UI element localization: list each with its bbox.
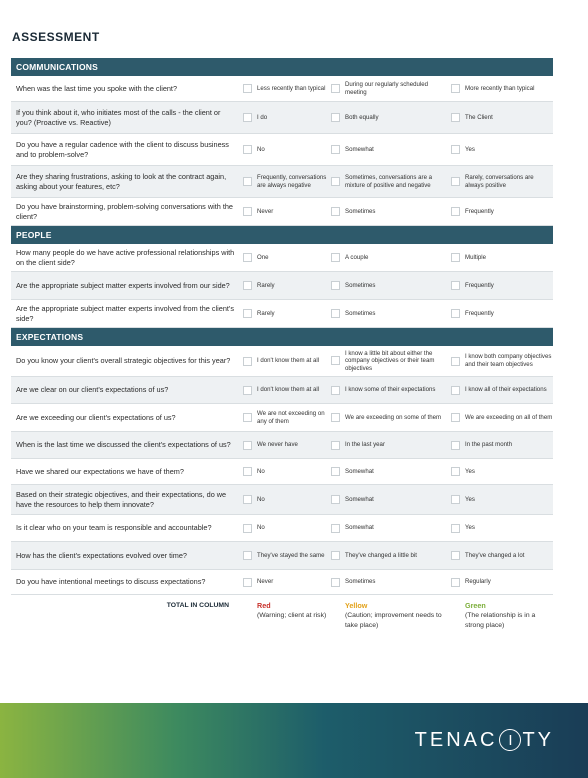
answer-checkbox[interactable] bbox=[243, 578, 252, 587]
section-header-communications: COMMUNICATIONS bbox=[11, 58, 553, 76]
question-row bbox=[11, 244, 553, 272]
answer-label: Sometimes, conversations are a mixture of positive and negative bbox=[345, 173, 433, 189]
answer-checkbox[interactable] bbox=[331, 84, 340, 93]
question-row bbox=[11, 515, 553, 542]
answer-label: We are exceeding on all of them bbox=[465, 413, 553, 421]
answer-label: We are exceeding on some of them bbox=[345, 413, 442, 421]
answer-checkbox[interactable] bbox=[331, 441, 340, 450]
answer-label: Yes bbox=[465, 524, 475, 532]
question-text: If you think about it, who initiates most of the calls - the client or you? (Proactive vs. Reactive) bbox=[16, 108, 221, 127]
answer-label: We never have bbox=[257, 441, 298, 449]
answer-label: Sometimes bbox=[345, 309, 376, 317]
answer-checkbox[interactable] bbox=[451, 84, 460, 93]
legend-red-head: Red bbox=[257, 601, 271, 610]
question-row bbox=[11, 76, 553, 102]
question-row bbox=[11, 272, 553, 300]
answer-label: I don't know them at all bbox=[257, 357, 320, 365]
legend-yellow-body: (Caution; improvement needs to take place) bbox=[345, 612, 442, 629]
total-label: TOTAL IN COLUMN bbox=[166, 602, 229, 609]
answer-label: I know both company objectives and their team objectives bbox=[465, 353, 552, 368]
answer-label: Sometimes bbox=[345, 281, 376, 289]
answer-checkbox[interactable] bbox=[331, 524, 340, 533]
answer-label: Somewhat bbox=[345, 524, 374, 532]
answer-checkbox[interactable] bbox=[331, 281, 340, 290]
question-row bbox=[11, 432, 553, 459]
answer-checkbox[interactable] bbox=[331, 578, 340, 587]
answer-checkbox[interactable] bbox=[451, 413, 460, 422]
answer-checkbox[interactable] bbox=[451, 578, 460, 587]
answer-checkbox[interactable] bbox=[451, 386, 460, 395]
answer-checkbox[interactable] bbox=[243, 495, 252, 504]
answer-checkbox[interactable] bbox=[243, 84, 252, 93]
answer-label: They've changed a lot bbox=[465, 551, 525, 559]
answer-label: I don't know them at all bbox=[257, 386, 320, 394]
answer-label: Somewhat bbox=[345, 467, 374, 475]
answer-checkbox[interactable] bbox=[451, 524, 460, 533]
question-text: Do you know your client's overall strategic objectives for this year? bbox=[16, 356, 231, 366]
logo-ring-icon bbox=[499, 729, 521, 751]
question-row bbox=[11, 485, 553, 515]
question-text: Do you have a regular cadence with the client to discuss business and to problem-solve? bbox=[16, 140, 229, 159]
legend-red-body: (Warning; client at risk) bbox=[257, 612, 327, 620]
section-header-people: PEOPLE bbox=[11, 226, 553, 244]
answer-label: I do bbox=[257, 113, 268, 121]
answer-label: More recently than typical bbox=[465, 84, 535, 92]
question-text: Do you have brainstorming, problem-solving conversations with the client? bbox=[16, 202, 233, 221]
answer-checkbox[interactable] bbox=[331, 113, 340, 122]
answer-checkbox[interactable] bbox=[451, 357, 460, 366]
answer-label: The Client bbox=[465, 113, 493, 121]
answer-checkbox[interactable] bbox=[243, 413, 252, 422]
answer-label: One bbox=[257, 253, 269, 261]
answer-checkbox[interactable] bbox=[243, 281, 252, 290]
answer-label: No bbox=[257, 495, 265, 503]
answer-label: Somewhat bbox=[345, 495, 374, 503]
answer-checkbox[interactable] bbox=[451, 495, 460, 504]
answer-checkbox[interactable] bbox=[451, 281, 460, 290]
question-text: How has the client's expectations evolved over time? bbox=[16, 550, 187, 560]
answer-checkbox[interactable] bbox=[243, 145, 252, 154]
answer-label: In the past month bbox=[465, 441, 513, 449]
answer-checkbox[interactable] bbox=[451, 551, 460, 560]
logo-text-start: TENAC bbox=[414, 729, 498, 751]
answer-label: Somewhat bbox=[345, 145, 374, 153]
answer-checkbox[interactable] bbox=[243, 309, 252, 318]
question-text: Are they sharing frustrations, asking to look at the contract again, asking about your features, etc? bbox=[16, 172, 227, 191]
tenacity-logo bbox=[415, 729, 554, 752]
question-text: Are the appropriate subject matter experts involved from our side? bbox=[16, 280, 230, 290]
answer-label: They've changed a little bit bbox=[345, 551, 417, 559]
answer-label: Sometimes bbox=[345, 578, 376, 586]
answer-checkbox[interactable] bbox=[331, 145, 340, 154]
answer-checkbox[interactable] bbox=[331, 386, 340, 395]
answer-label: No bbox=[257, 145, 265, 153]
answer-label: No bbox=[257, 524, 265, 532]
answer-label: Never bbox=[257, 207, 274, 215]
question-text: Are we clear on our client's expectations of us? bbox=[16, 385, 169, 395]
answer-checkbox[interactable] bbox=[451, 441, 460, 450]
answer-label: I know some of their expectations bbox=[345, 386, 436, 394]
answer-checkbox[interactable] bbox=[331, 467, 340, 476]
answer-checkbox[interactable] bbox=[331, 177, 340, 186]
answer-label: Less recently than typical bbox=[257, 84, 326, 92]
answer-label: Rarely bbox=[257, 281, 275, 289]
answer-checkbox[interactable] bbox=[331, 413, 340, 422]
legend-yellow bbox=[331, 601, 451, 630]
logo-text-end: TY bbox=[522, 729, 554, 751]
legend-green-body: (The relationship is in a strong place) bbox=[465, 612, 536, 629]
question-text: Are the appropriate subject matter experts involved from the client's side? bbox=[16, 304, 234, 323]
answer-label: Frequently bbox=[465, 281, 494, 289]
answer-checkbox[interactable] bbox=[331, 356, 340, 365]
answer-label: Frequently, conversations are always negative bbox=[257, 173, 327, 189]
answer-checkbox[interactable] bbox=[243, 177, 252, 186]
answer-label: Multiple bbox=[465, 253, 486, 261]
answer-checkbox[interactable] bbox=[243, 467, 252, 476]
question-row bbox=[11, 404, 553, 432]
question-row bbox=[11, 102, 553, 134]
answer-label: Regularly bbox=[465, 578, 491, 586]
answer-checkbox[interactable] bbox=[243, 386, 252, 395]
question-text: How many people do we have active professional relationships with on the client side? bbox=[16, 248, 235, 267]
answer-label: No bbox=[257, 467, 265, 475]
answer-label: A couple bbox=[345, 253, 369, 261]
answer-checkbox[interactable] bbox=[331, 309, 340, 318]
question-text: When was the last time you spoke with the client? bbox=[16, 83, 178, 93]
question-row bbox=[11, 459, 553, 485]
question-text: Have we shared our expectations we have of them? bbox=[16, 466, 184, 476]
answer-label: We are not exceeding on any of them bbox=[257, 409, 325, 425]
logo-ring-letter: I bbox=[508, 731, 513, 749]
question-text: When is the last time we discussed the client's expectations of us? bbox=[16, 440, 231, 450]
answer-label: Both equally bbox=[345, 113, 379, 121]
question-row bbox=[11, 198, 553, 226]
legend-green bbox=[451, 601, 553, 630]
answer-label: In the last year bbox=[345, 441, 385, 449]
question-row bbox=[11, 166, 553, 198]
answer-label: Rarely, conversations are always positive bbox=[465, 173, 534, 189]
question-text: Based on their strategic objectives, and their expectations, do we have the resources to help them innovate? bbox=[16, 490, 227, 509]
question-row bbox=[11, 570, 553, 595]
footer-banner bbox=[0, 703, 588, 778]
answer-checkbox[interactable] bbox=[243, 551, 252, 560]
answer-checkbox[interactable] bbox=[331, 495, 340, 504]
assessment-table bbox=[11, 58, 553, 630]
answer-checkbox[interactable] bbox=[451, 253, 460, 262]
question-row bbox=[11, 134, 553, 166]
answer-checkbox[interactable] bbox=[243, 113, 252, 122]
answer-checkbox[interactable] bbox=[331, 253, 340, 262]
answer-label: Yes bbox=[465, 145, 475, 153]
answer-label: Frequently bbox=[465, 207, 494, 215]
answer-label: Frequently bbox=[465, 309, 494, 317]
question-text: Are we exceeding our client's expectations of us? bbox=[16, 412, 176, 422]
answer-label: Sometimes bbox=[345, 207, 376, 215]
total-row bbox=[11, 601, 553, 630]
answer-checkbox[interactable] bbox=[451, 467, 460, 476]
page-title: ASSESSMENT bbox=[12, 30, 100, 44]
answer-label: I know a little bit about either the company objectives or their team objectives bbox=[345, 349, 435, 372]
legend-green-head: Green bbox=[465, 601, 486, 610]
question-text: Is it clear who on your team is responsible and accountable? bbox=[16, 523, 212, 533]
answer-checkbox[interactable] bbox=[451, 177, 460, 186]
answer-label: They've stayed the same bbox=[257, 551, 325, 559]
answer-label: During our regularly scheduled meeting bbox=[345, 80, 428, 96]
answer-label: I know all of their expectations bbox=[465, 386, 547, 394]
legend-red bbox=[239, 601, 331, 630]
answer-checkbox[interactable] bbox=[331, 207, 340, 216]
question-text: Do you have intentional meetings to discuss expectations? bbox=[16, 577, 206, 587]
answer-label: Rarely bbox=[257, 309, 275, 317]
answer-checkbox[interactable] bbox=[243, 357, 252, 366]
question-row bbox=[11, 377, 553, 404]
answer-label: Yes bbox=[465, 467, 475, 475]
answer-label: Yes bbox=[465, 495, 475, 503]
question-row bbox=[11, 346, 553, 377]
answer-checkbox[interactable] bbox=[243, 524, 252, 533]
question-row bbox=[11, 542, 553, 570]
answer-checkbox[interactable] bbox=[243, 207, 252, 216]
answer-checkbox[interactable] bbox=[243, 253, 252, 262]
legend-yellow-head: Yellow bbox=[345, 601, 368, 610]
section-header-expectations: EXPECTATIONS bbox=[11, 328, 553, 346]
answer-checkbox[interactable] bbox=[451, 309, 460, 318]
answer-checkbox[interactable] bbox=[451, 145, 460, 154]
answer-checkbox[interactable] bbox=[243, 441, 252, 450]
answer-checkbox[interactable] bbox=[451, 113, 460, 122]
question-row bbox=[11, 300, 553, 328]
answer-checkbox[interactable] bbox=[331, 551, 340, 560]
answer-label: Never bbox=[257, 578, 274, 586]
answer-checkbox[interactable] bbox=[451, 207, 460, 216]
